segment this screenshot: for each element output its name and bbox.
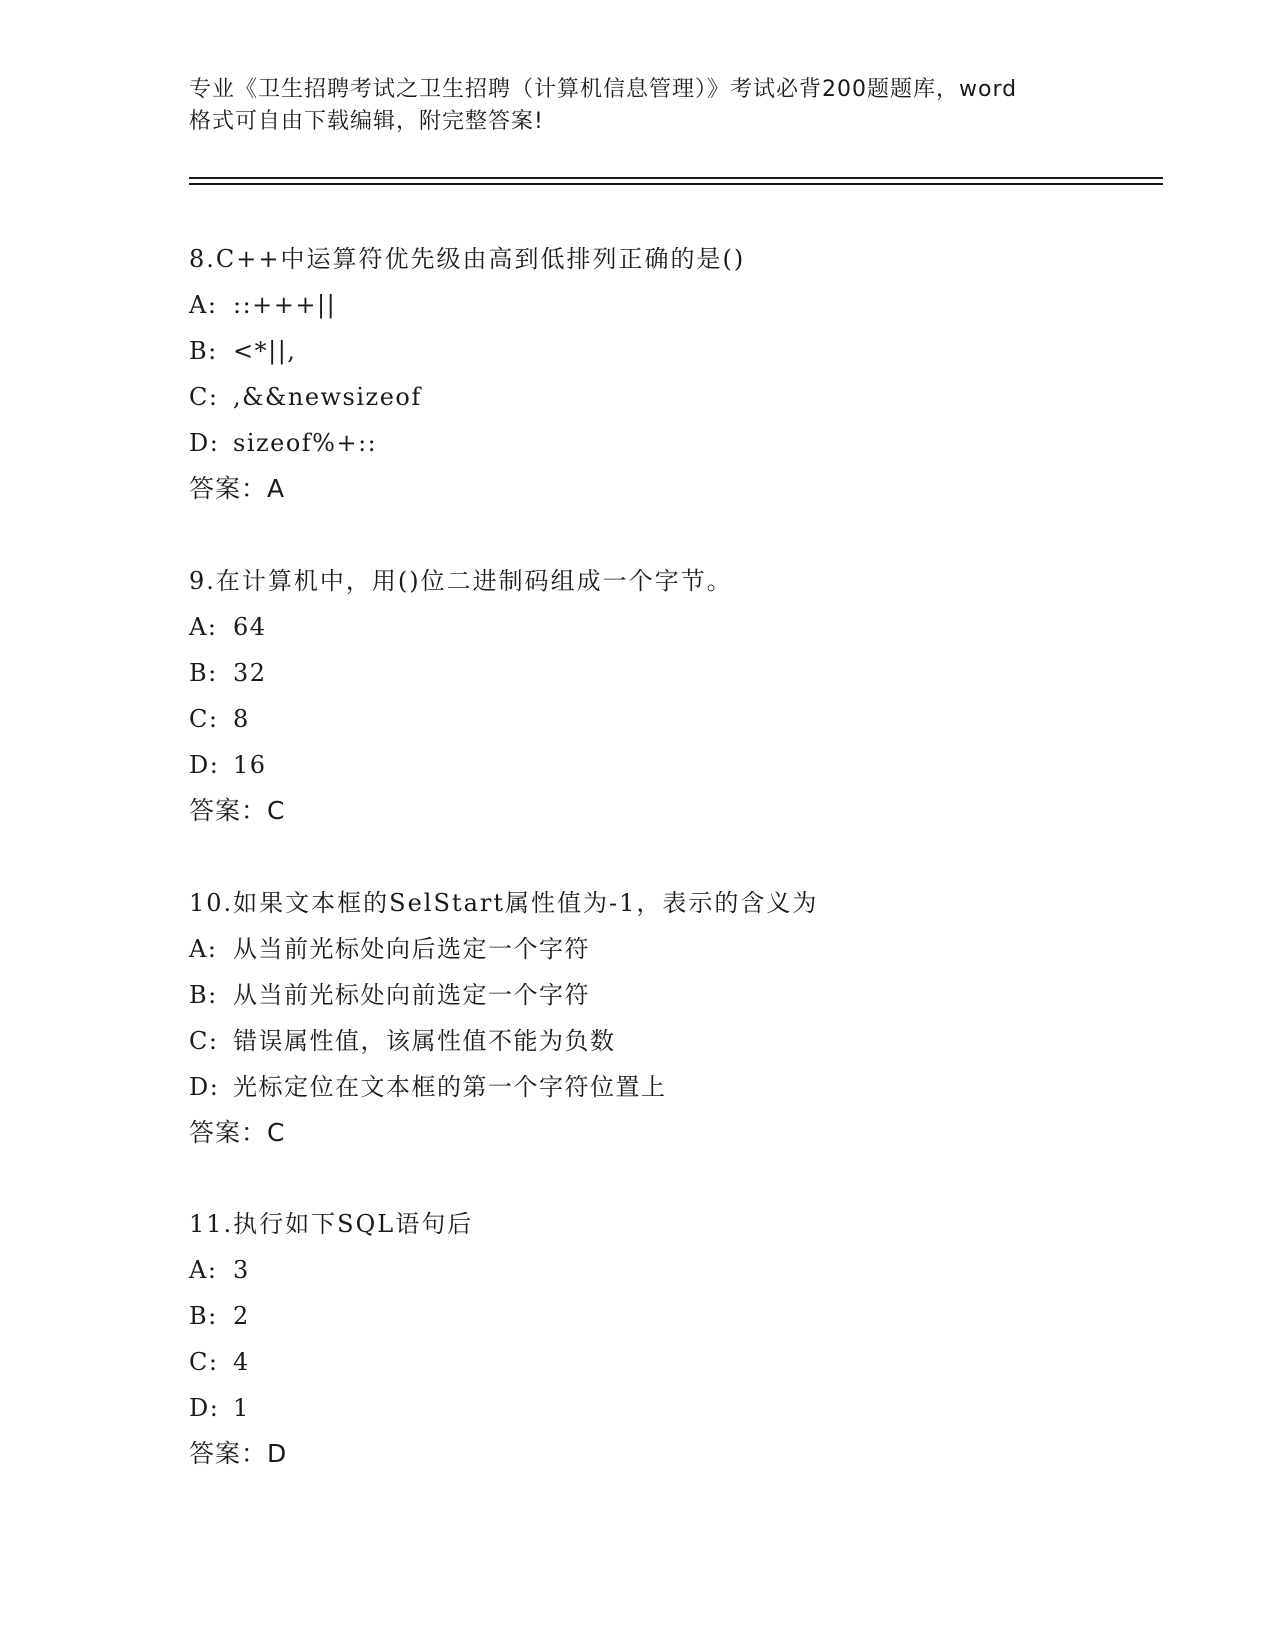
- option-text: 1: [233, 1394, 250, 1422]
- option-letter: C:: [189, 1027, 219, 1055]
- option-text: 4: [233, 1348, 250, 1376]
- option-a: [189, 926, 1149, 972]
- option-text: 3: [233, 1256, 250, 1284]
- option-letter: D:: [189, 1073, 220, 1101]
- option-letter: B:: [189, 659, 218, 687]
- option-letter: C:: [189, 383, 219, 411]
- option-b: [189, 650, 1149, 696]
- option-text: ::+++||: [233, 291, 337, 319]
- option-c: [189, 696, 1149, 742]
- answer-label: 答案：D: [189, 1439, 288, 1468]
- option-letter: A:: [189, 291, 218, 319]
- option-letter: A:: [189, 1256, 218, 1284]
- option-text: 错误属性值，该属性值不能为负数: [233, 1027, 616, 1055]
- option-letter: C:: [189, 1348, 219, 1376]
- document-header: [189, 74, 1089, 138]
- question-9: [189, 558, 1149, 834]
- option-text: 2: [233, 1302, 250, 1330]
- question-stem: 10.如果文本框的SelStart属性值为-1，表示的含义为: [189, 889, 819, 917]
- option-a: [189, 604, 1149, 650]
- option-text: 32: [233, 659, 267, 687]
- header-line-2: 格式可自由下载编辑，附完整答案!: [189, 109, 544, 134]
- header-divider-top: [189, 177, 1163, 179]
- question-11: [189, 1201, 1149, 1477]
- option-letter: C:: [189, 705, 219, 733]
- answer-label: 答案：C: [189, 1118, 286, 1147]
- option-d: [189, 1385, 1149, 1431]
- answer-label: 答案：C: [189, 796, 286, 825]
- question-stem: 8.C++中运算符优先级由高到低排列正确的是(): [189, 245, 746, 273]
- option-b: [189, 328, 1149, 374]
- option-text: ,&&newsizeof: [233, 383, 422, 411]
- option-letter: B:: [189, 337, 218, 365]
- option-letter: D:: [189, 1394, 220, 1422]
- option-letter: A:: [189, 935, 218, 963]
- option-c: [189, 1339, 1149, 1385]
- option-b: [189, 972, 1149, 1018]
- option-d: [189, 420, 1149, 466]
- question-stem: 11.执行如下SQL语句后: [189, 1210, 474, 1238]
- option-letter: B:: [189, 1302, 218, 1330]
- answer-label: 答案：A: [189, 474, 286, 503]
- option-text: sizeof%+::: [233, 429, 378, 457]
- option-d: [189, 742, 1149, 788]
- option-d: [189, 1064, 1149, 1110]
- option-a: [189, 1247, 1149, 1293]
- header-line-1: 专业《卫生招聘考试之卫生招聘（计算机信息管理）》考试必背200题题库，word: [189, 77, 1018, 102]
- option-b: [189, 1293, 1149, 1339]
- question-8: [189, 236, 1149, 512]
- option-text: 64: [233, 613, 267, 641]
- question-stem: 9.在计算机中，用()位二进制码组成一个字节。: [189, 567, 733, 595]
- option-letter: B:: [189, 981, 218, 1009]
- option-text: 从当前光标处向前选定一个字符: [233, 981, 590, 1009]
- option-letter: D:: [189, 751, 220, 779]
- option-letter: D:: [189, 429, 220, 457]
- option-text: 8: [233, 705, 250, 733]
- option-text: 光标定位在文本框的第一个字符位置上: [233, 1073, 667, 1101]
- option-text: <*||,: [233, 337, 297, 365]
- option-letter: A:: [189, 613, 218, 641]
- option-c: [189, 1018, 1149, 1064]
- option-c: [189, 374, 1149, 420]
- option-text: 从当前光标处向后选定一个字符: [233, 935, 590, 963]
- option-a: [189, 282, 1149, 328]
- question-10: [189, 880, 1149, 1156]
- header-divider-bottom: [189, 183, 1163, 185]
- option-text: 16: [233, 751, 267, 779]
